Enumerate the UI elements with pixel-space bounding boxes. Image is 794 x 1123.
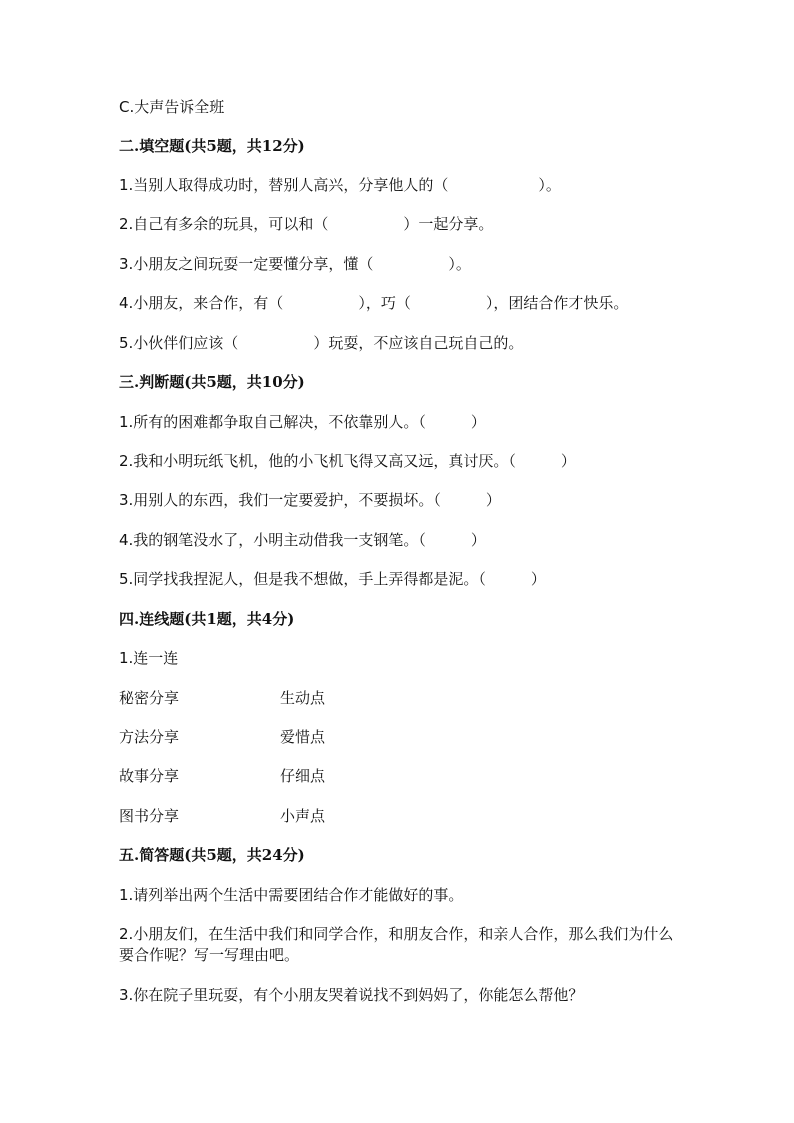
section-heading-matching: 四.连线题(共1题，共4分) [119, 610, 295, 628]
short-answer-question-1: 1.请列举出两个生活中需要团结合作才能做好的事。 [119, 886, 464, 904]
fill-in-question-1: 1.当别人取得成功时，替别人高兴，分享他人的（ ）。 [119, 176, 561, 194]
matching-right-item: 小声点 [280, 807, 326, 825]
section-heading-fill-in: 二.填空题(共5题，共12分) [119, 137, 305, 155]
matching-left-item: 图书分享 [119, 807, 180, 825]
fill-in-question-3: 3.小朋友之间玩耍一定要懂分享，懂（ ）。 [119, 255, 471, 273]
fill-in-question-2: 2.自己有多余的玩具，可以和（ ）一起分享。 [119, 215, 494, 233]
option-c: C.大声告诉全班 [119, 98, 225, 116]
matching-left-item: 方法分享 [119, 728, 180, 746]
matching-right-item: 仔细点 [280, 767, 326, 785]
matching-left-item: 故事分享 [119, 767, 180, 785]
short-answer-question-3: 3.你在院子里玩耍，有个小朋友哭着说找不到妈妈了，你能怎么帮他？ [119, 986, 584, 1004]
matching-right-item: 爱惜点 [280, 728, 326, 746]
matching-right-item: 生动点 [280, 689, 326, 707]
fill-in-question-4: 4.小朋友，来合作，有（ ），巧（ ），团结合作才快乐。 [119, 294, 629, 312]
true-false-question-5: 5.同学找我捏泥人，但是我不想做，手上弄得都是泥。（ ） [119, 570, 546, 588]
true-false-question-3: 3.用别人的东西，我们一定要爱护，不要损坏。（ ） [119, 491, 501, 509]
matching-prompt: 1.连一连 [119, 649, 179, 667]
section-heading-short-answer: 五.简答题(共5题，共24分) [119, 846, 305, 864]
section-heading-true-false: 三.判断题(共5题，共10分) [119, 373, 305, 391]
matching-left-item: 秘密分享 [119, 689, 180, 707]
true-false-question-4: 4.我的钢笔没水了，小明主动借我一支钢笔。（ ） [119, 531, 486, 549]
true-false-question-2: 2.我和小明玩纸飞机，他的小飞机飞得又高又远，真讨厌。（ ） [119, 452, 576, 470]
short-answer-question-2: 2.小朋友们，在生活中我们和同学合作，和朋友合作，和亲人合作，那么我们为什么要合作呢？写一写理由吧。 [119, 925, 674, 964]
fill-in-question-5: 5.小伙伴们应该（ ）玩耍，不应该自己玩自己的。 [119, 334, 524, 352]
true-false-question-1: 1.所有的困难都争取自己解决，不依靠别人。（ ） [119, 413, 486, 431]
